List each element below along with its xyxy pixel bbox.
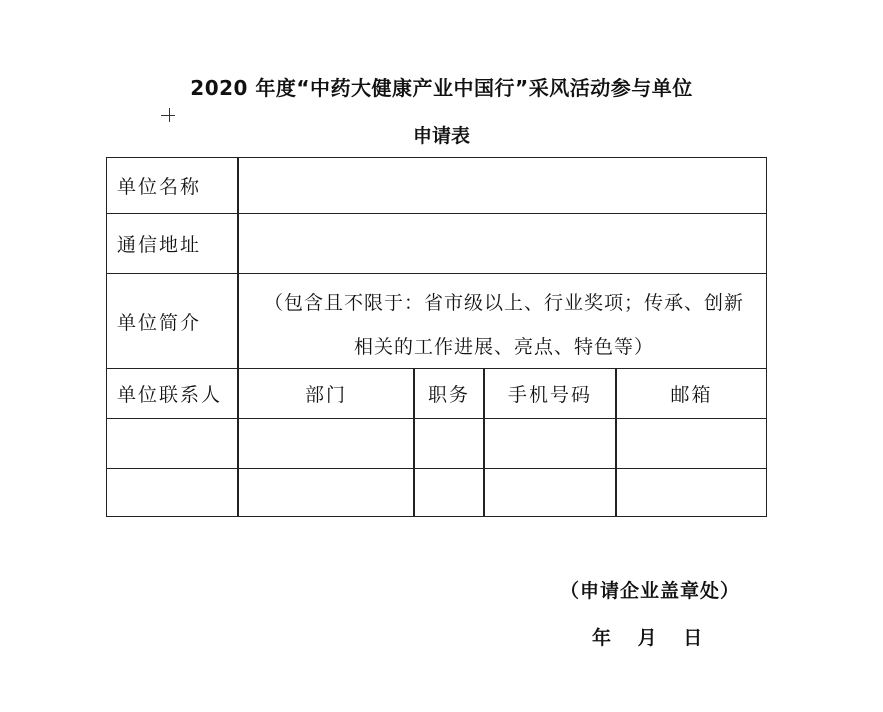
position-field[interactable] xyxy=(415,469,483,516)
column-header-department: 部门 xyxy=(304,384,347,406)
stamp-note: （申请企业盖章处） xyxy=(560,580,741,602)
contact-row-2 xyxy=(107,469,766,516)
intro-row xyxy=(107,274,766,369)
application-form-table xyxy=(106,157,767,517)
contact-header-row xyxy=(107,369,766,419)
contact-row-1 xyxy=(107,419,766,469)
address-label: 通信地址 xyxy=(117,234,202,256)
unit-name-row xyxy=(107,158,766,214)
intro-field[interactable] xyxy=(242,274,766,368)
column-header-position: 职务 xyxy=(427,384,470,406)
email-field[interactable] xyxy=(617,469,766,516)
contact-label: 单位联系人 xyxy=(117,384,223,406)
document-title: 2020 年度“中药大健康产业中国行”采风活动参与单位 xyxy=(190,76,693,100)
intro-note-line2: 相关的工作进展、亮点、特色等） xyxy=(353,336,654,358)
department-field[interactable] xyxy=(239,469,413,516)
column-header-email: 邮箱 xyxy=(670,384,713,406)
unit-name-field[interactable] xyxy=(239,158,766,213)
unit-name-label: 单位名称 xyxy=(117,176,202,198)
column-header-mobile: 手机号码 xyxy=(507,384,592,406)
document-subtitle: 申请表 xyxy=(412,125,470,147)
crosshair-icon xyxy=(161,108,175,122)
contact-name-field[interactable] xyxy=(107,469,237,516)
intro-note-line1: （包含且不限于：省市级以上、行业奖项；传承、创新 xyxy=(263,292,744,314)
contact-name-field[interactable] xyxy=(107,419,237,468)
mobile-field[interactable] xyxy=(485,419,615,468)
date-line: 年 月 日 xyxy=(592,627,706,649)
email-field[interactable] xyxy=(617,419,766,468)
address-field[interactable] xyxy=(239,214,766,273)
intro-label: 单位简介 xyxy=(117,311,202,334)
department-field[interactable] xyxy=(239,419,413,468)
position-field[interactable] xyxy=(415,419,483,468)
address-row xyxy=(107,214,766,274)
mobile-field[interactable] xyxy=(485,469,615,516)
